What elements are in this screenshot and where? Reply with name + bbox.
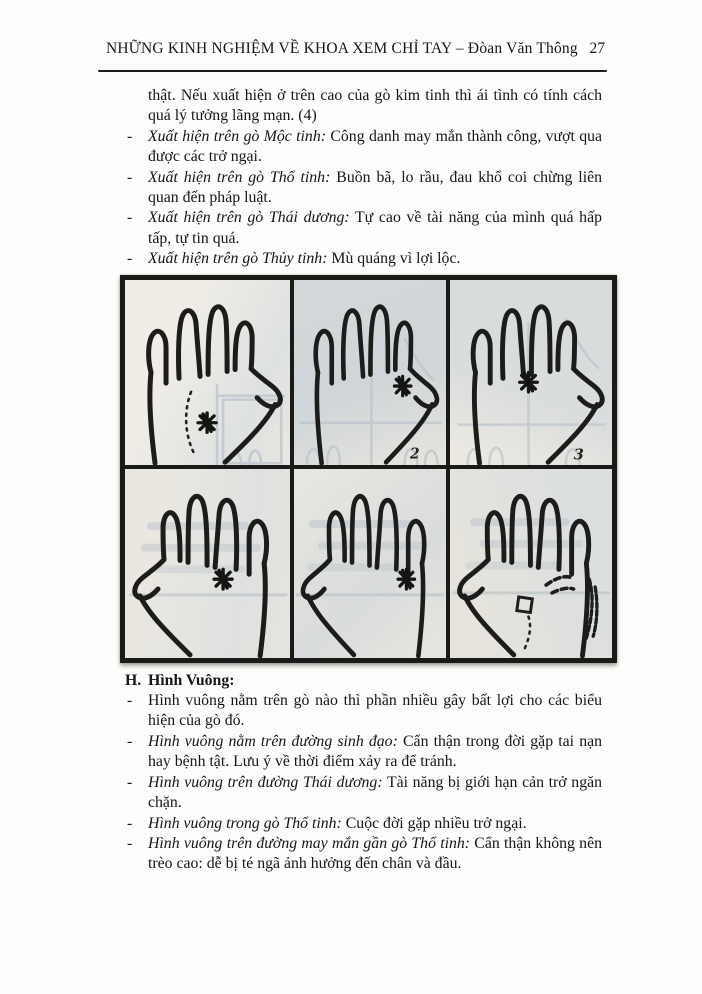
intro-paragraph: thật. Nếu xuất hiện ở trên cao của gò kim tinh thì ái tình có tính cách quá lý tưởng lãng mạn. (4) (148, 87, 602, 125)
list-item-text: Xuất hiện trên gò Thủy tinh: Mù quáng vì lợi lộc. (148, 250, 461, 268)
palm-hand-icon (294, 469, 446, 658)
bullet-dash: - (127, 692, 133, 710)
header-rule (98, 70, 607, 72)
bullet-dash: - (127, 168, 133, 186)
page-number: 27 (589, 40, 605, 57)
figure-panel-3 (450, 280, 612, 465)
dotted-life-line (186, 392, 195, 456)
star-mark-icon (214, 569, 232, 589)
list-item-text: Xuất hiện trên gò Mộc tinh: Công danh may mắn thành công, vượt qua được các trở ngại. (148, 127, 603, 166)
list-item-text: Xuất hiện trên gò Thái dương: Tự cao về tài năng của mình quá hấp tấp, tự tin quá. (148, 209, 602, 247)
list-item (125, 732, 602, 773)
list-item-text: Hình vuông trên đường may mắn gần gò Thổ tinh: Cẩn thận không nên trèo cao: dễ bị té ngã ảnh hưởng đến chân và đầu. (148, 834, 602, 873)
list-item (125, 249, 602, 269)
palm-hand-icon (450, 469, 612, 658)
book-title: NHỮNG KINH NGHIỆM VỀ KHOA XEM CHỈ TAY – Đòan Văn Thông (106, 40, 578, 57)
bullet-dash: - (127, 250, 133, 268)
star-mark-icon (520, 372, 538, 391)
list-item-text: Hình vuông trên đường Thái dương: Tài năng bị giới hạn cản trở ngăn chặn. (148, 773, 602, 812)
figure-panel-4 (125, 469, 290, 658)
figure-panel-5 (294, 469, 446, 658)
bullet-dash: - (127, 127, 133, 145)
dotted-line (523, 616, 530, 652)
panel-label: 2 (410, 445, 420, 463)
section-title: Hình Vuông: (148, 671, 235, 689)
list-item-text: Hình vuông nằm trên đường sinh đạo: Cẩn thận trong đời gặp tai nạn hay bệnh tật. Lưu ý về thời điểm xảy ra để tránh. (148, 732, 603, 771)
palm-hand-icon (125, 280, 290, 465)
palm-hand-icon (450, 280, 612, 465)
bleedthrough-ghost (217, 384, 285, 465)
bullet-dash: - (127, 834, 133, 852)
list-item (125, 127, 602, 168)
page-header (98, 40, 607, 58)
bullet-dash: - (127, 732, 133, 750)
section-heading (125, 671, 602, 691)
panel-label: 3 (573, 446, 584, 463)
bullet-dash: - (127, 814, 133, 832)
star-mark-icon (398, 569, 415, 589)
list-item (125, 208, 602, 249)
list-item (125, 834, 602, 875)
list-item (125, 691, 602, 732)
bullet-dash: - (127, 209, 133, 227)
star-mark-icon (395, 376, 412, 395)
figure-panel-6 (450, 469, 612, 658)
palm-diagram-figure (120, 275, 617, 663)
list-item-text: Hình vuông nằm trên gò nào thì phần nhiều gây bất lợi cho các biểu hiện của gò đó. (148, 692, 602, 730)
list-item (125, 773, 602, 814)
figure-grid (125, 280, 612, 658)
star-mark-icon (198, 413, 216, 432)
palm-hand-icon (294, 280, 446, 465)
figure-panel-1 (125, 280, 290, 465)
page-content (125, 86, 602, 875)
list-item (125, 814, 602, 834)
palm-hand-icon (125, 469, 290, 658)
list-item-text: Xuất hiện trên gò Thổ tinh: Buồn bã, lo rầu, đau khổ coi chừng liên quan đến pháp luật. (148, 168, 602, 207)
bullet-dash: - (127, 773, 133, 791)
list-item-text: Hình vuông trong gò Thổ tinh: Cuộc đời gặp nhiều trở ngại. (148, 814, 527, 832)
list-item (125, 168, 602, 209)
figure-panel-2 (294, 280, 446, 465)
section-letter: H. (125, 671, 142, 689)
square-mark-icon (517, 576, 574, 612)
